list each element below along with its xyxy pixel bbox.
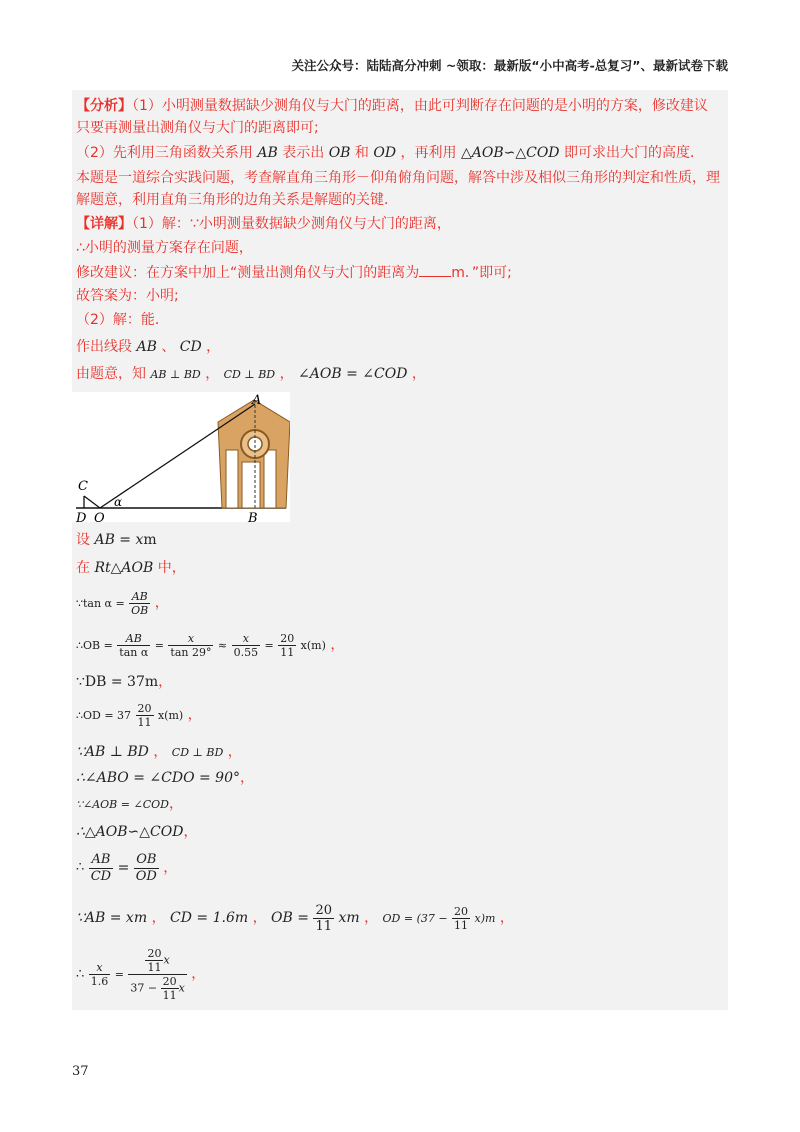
- analysis-p2-then: ，再利用: [400, 145, 457, 161]
- step-3-pre: ∵tan α =: [76, 597, 125, 610]
- analysis-p1a: （1）小明测量数据缺少测角仪与大门的距离，由此可判断存在问题的是小明的方案，修改建议: [132, 98, 708, 114]
- detail-d3b: m．”即可;: [451, 265, 512, 281]
- step-11: ∴ $\frac{AB}{CD}$ = $\frac{OB}{OD}$ ，: [76, 851, 178, 884]
- page-header: 关注公众号：陆陆高分冲刺 ~领取：最新版“小中高考-总复习”、最新试卷下载: [291, 58, 728, 73]
- label-o: O: [94, 511, 105, 522]
- step-2-math: Rt△AOB: [94, 560, 154, 576]
- detail-d7-sep: ，: [205, 366, 220, 382]
- detail-d1: （1）解：∵小明测量数据缺少测角仪与大门的距离，: [132, 216, 451, 232]
- step-4: ∴OB = $\frac{AB}{\text{tan α}}$ = $\frac{x}{\tan 29^\circ}$ ≈ $\frac{x}{0.55}$ = $\frac{20}{11}$ x(m) ，: [76, 631, 345, 659]
- analysis-p2-ob: OB: [328, 145, 351, 161]
- detail-line-6: [76, 337, 220, 357]
- detail-d6-cd: CD: [179, 339, 202, 355]
- label-a: A: [252, 393, 262, 408]
- step-2-pre: 在: [76, 560, 90, 576]
- step-1-pre: 设: [76, 532, 90, 548]
- step-9: ∵∠AOB = ∠COD，: [76, 796, 183, 812]
- detail-line-1: [76, 214, 451, 234]
- detail-line-2: ∴小明的测量方案存在问题，: [76, 240, 253, 256]
- step-6: ∴OD = 37 $\frac{20}{11}$ x(m) ，: [76, 701, 202, 729]
- detail-d7-pre: 由题意，知: [76, 366, 146, 382]
- step-1-unit: m: [143, 532, 157, 548]
- detail-line-5: （2）解：能．: [76, 312, 169, 328]
- analysis-line-4: 本题是一道综合实践问题，考查解直角三角形－仰角俯角问题，解答中涉及相似三角形的判定和性质，理: [76, 170, 720, 186]
- step-12: ∵AB = xm ， CD = 1.6m ， OB = $\frac{20}{11}$ xm ， OD = (37 − $\frac{20}{11}$ x)m ，: [76, 902, 514, 934]
- analysis-p2-mid: 表示出: [282, 145, 325, 161]
- analysis-p2-and: 和: [354, 145, 369, 161]
- detail-d6-ab: AB: [136, 339, 157, 355]
- analysis-p2-pre: （2）先利用三角函数关系用: [76, 145, 253, 161]
- detail-d6-end: ，: [206, 339, 221, 355]
- label-alpha: α: [114, 495, 123, 509]
- analysis-line-5: 解题意，利用直角三角形的边角关系是解题的关键．: [76, 192, 398, 208]
- answer-blank: [419, 262, 451, 277]
- analysis-line-1: [76, 96, 708, 116]
- label-d: D: [76, 511, 87, 522]
- step-3-end: ，: [154, 595, 169, 611]
- analysis-line-3: [76, 143, 704, 163]
- detail-d7-sep2: ，: [279, 366, 294, 382]
- detail-d7-b: CD ⊥ BD: [223, 368, 276, 381]
- analysis-line-2: 只要再测量出测角仪与大门的距离即可;: [76, 120, 319, 136]
- step-2: [76, 558, 186, 578]
- detail-d3a: 修改建议：在方案中加上“测量出测角仪与大门的距离为: [76, 265, 420, 281]
- analysis-p2-end: 即可求出大门的高度．: [563, 145, 704, 161]
- analysis-p2-sim: △AOB∽△COD: [460, 145, 560, 161]
- detail-line-3: [76, 262, 512, 283]
- instrument-arm: [84, 496, 100, 508]
- step-3-frac: $\frac{AB}{OB}$: [131, 589, 149, 617]
- step-8: ∴∠ABO = ∠CDO = 90°，: [76, 770, 254, 786]
- label-b: B: [248, 511, 258, 522]
- step-13-big-frac: $\frac{20}{11}$ x 37 − $\frac{20}{11}$ x: [130, 946, 185, 1002]
- step-1: [76, 530, 157, 550]
- page-number: 37: [72, 1064, 89, 1079]
- detail-line-7: [76, 364, 426, 385]
- step-2-end: 中，: [157, 560, 186, 576]
- detail-d7-c: ∠AOB = ∠COD: [298, 366, 408, 382]
- label-c: C: [78, 479, 88, 494]
- step-3: [76, 588, 169, 619]
- step-5: ∵DB = 37m，: [76, 674, 173, 690]
- detail-d6-pre: 作出线段: [76, 339, 132, 355]
- analysis-p2-ab: AB: [257, 145, 278, 161]
- analysis-tag: 【分析】: [76, 98, 132, 114]
- step-1-math: AB = x: [94, 532, 144, 548]
- analysis-p2-od: OD: [373, 145, 397, 161]
- detail-line-4: 故答案为：小明;: [76, 288, 179, 304]
- gate-figure: [72, 392, 290, 522]
- step-10: ∴△AOB∽△COD，: [76, 824, 198, 840]
- gate-building: [218, 400, 290, 508]
- detail-d6-sep: 、: [161, 339, 176, 355]
- step-13: ∴ $\frac{x}{1.6}$ = $\frac{20}{11}$ x 37 − $\frac{20}{11}$ x ，: [76, 946, 206, 1002]
- step-7: ∵AB ⊥ BD ， CD ⊥ BD ，: [76, 744, 242, 760]
- step-4-pre: ∴OB =: [76, 639, 113, 652]
- gate-diagram: [72, 392, 290, 522]
- detail-d7-a: AB ⊥ BD: [150, 368, 201, 381]
- detail-tag: 【详解】: [76, 216, 132, 232]
- detail-d7-end: ，: [411, 366, 426, 382]
